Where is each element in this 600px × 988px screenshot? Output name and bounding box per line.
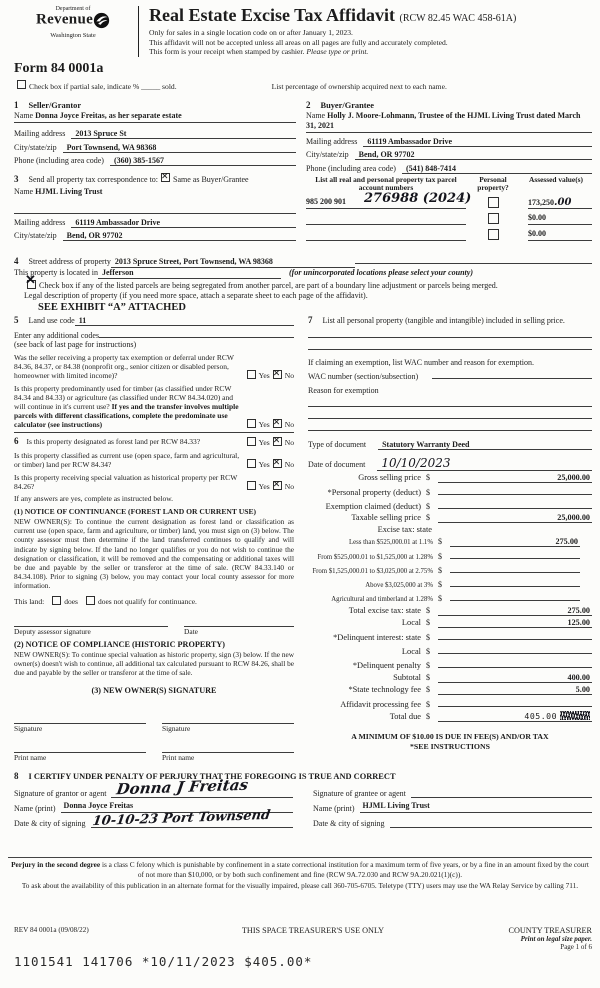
correspondence-name-label: Name	[14, 187, 34, 196]
buyer-name-value[interactable]: Holly J. Moore-Lohmann, Trustee of the HJML Living Trust dated March 31, 2021	[306, 111, 581, 130]
tax-row	[308, 549, 592, 561]
dollar-sign: $	[426, 513, 430, 523]
tax-row-label: *Personal property (deduct)	[327, 487, 421, 497]
tax-row-amount[interactable]	[450, 549, 580, 559]
correspondence-name-value[interactable]: HJML Living Trust	[35, 187, 103, 196]
grantee-date-label: Date & city of signing	[313, 819, 385, 828]
dollar-sign: $	[426, 617, 430, 627]
tax-row	[308, 711, 592, 722]
dollar-sign: $	[426, 502, 430, 512]
yes-no-group	[244, 437, 294, 447]
yes-label: Yes	[258, 420, 270, 429]
rev-number: REV 84 0001a (09/08/22)	[14, 926, 89, 934]
tax-row-label: Above $3,025,000 at 3%	[365, 582, 433, 590]
tax-row	[308, 685, 592, 695]
additional-codes-value[interactable]	[99, 328, 294, 338]
tax-row	[308, 618, 592, 628]
blank-line	[14, 202, 296, 214]
section-2-title: Buyer/Grantee	[320, 101, 374, 110]
tax-row-amount[interactable]: 5.00	[438, 685, 592, 695]
owner-signature-label-2: Signature	[162, 724, 191, 734]
yes-checkbox[interactable]	[247, 459, 256, 468]
seller-name-value[interactable]: Donna Joyce Freitas, as her separate estate	[35, 111, 182, 120]
buyer-name-label: Name	[306, 111, 326, 120]
reason-line-1[interactable]	[308, 395, 592, 407]
grantee-name-label: Name (print)	[313, 804, 355, 813]
notice-continuance-body: NEW OWNER(S): To continue the current designation as forest land or classification as current use (open space, farm and agriculture, or timber) land, you must sign on (3) below. The county assessor must then determine if the land transferred continues to qualify and will indicate by signing below. If the land no longer qualifies or you do not wish to continue the designation or classification, it will be removed and the compensating or additional taxes will be due and payable by the seller or transferor at the time of sale. (RCW 84.33.140 or 84.34.108). Prior to signing (3) below, you may contact your local county assessor for more information.	[14, 517, 294, 591]
tax-row-amount[interactable]	[438, 499, 592, 509]
personal-property-cell	[466, 213, 520, 225]
tax-row	[308, 525, 592, 534]
revenue-swirl-icon	[93, 12, 110, 31]
date-of-document-label: Date of document	[308, 459, 366, 469]
header-note-3-italic: Please type or print.	[306, 47, 369, 56]
buyer-phone-value[interactable]: (541) 848-7414	[402, 164, 592, 174]
dollar-sign: $	[426, 699, 430, 709]
same-as-buyer-checkbox[interactable]	[161, 173, 170, 182]
additional-codes-label: Enter any additional codes	[14, 331, 100, 340]
parcel-row	[306, 229, 592, 241]
located-in-note: (for unincorporated locations please select your county)	[288, 268, 473, 277]
no-checkbox[interactable]	[273, 370, 282, 379]
grantee-signature-label: Signature of grantee or agent	[313, 789, 406, 798]
parcel-header-personal: Personal property?	[477, 174, 509, 192]
tax-row-label: Subtotal	[393, 672, 421, 682]
question-row	[14, 473, 294, 491]
logo-text-state: Washington State	[50, 32, 96, 39]
certify-text: I CERTIFY UNDER PENALTY OF PERJURY THAT THE FOREGOING IS TRUE AND CORRECT	[28, 772, 396, 781]
correspondence-mailing-value[interactable]: 61119 Ambassador Drive	[71, 218, 296, 228]
tax-row-label: Total excise tax: state	[348, 605, 421, 615]
form-number: Form 84 0001a	[14, 60, 104, 76]
type-of-document-label: Type of document	[308, 439, 367, 449]
does-label: does	[64, 596, 78, 606]
question-text: Is this property classified as current use (open space, farm and agricultural, or timber) land per RCW 84.34?	[14, 451, 240, 469]
county-treasurer-text: COUNTY TREASURER	[508, 926, 592, 935]
personal-property-checkbox[interactable]	[488, 213, 499, 224]
dollar-sign: $	[438, 551, 442, 561]
tax-row	[308, 606, 592, 616]
tax-row-label: *Delinquent penalty	[352, 661, 421, 671]
perjury-notice	[8, 857, 592, 891]
dollar-sign: $	[426, 647, 430, 657]
seller-name-label: Name	[14, 111, 34, 120]
yes-checkbox[interactable]	[247, 370, 256, 379]
deputy-signature-label: Deputy assessor signature	[14, 626, 91, 636]
grantor-signature-value[interactable]: Donna J Freitas	[115, 775, 250, 799]
yes-checkbox[interactable]	[247, 481, 256, 490]
logo-text-revenue: Revenue	[35, 11, 94, 28]
notice-compliance-title: (2) NOTICE OF COMPLIANCE (HISTORIC PROPERTY)	[14, 639, 226, 649]
does-qualify-checkbox[interactable]	[52, 596, 61, 605]
exhibit-a-text: SEE EXHIBIT “A” ATTACHED	[38, 302, 186, 313]
question-text: Was the seller receiving a property tax exemption or deferral under RCW 84.36, 84.37, or 84.38 (nonprofit org., senior citizen or disabled person, homeowner with limited income)?	[14, 353, 234, 380]
section-8	[14, 771, 592, 828]
dor-logo	[14, 6, 132, 57]
street-address-value[interactable]: 2013 Spruce Street, Port Townsend, WA 98368	[111, 257, 356, 268]
question-text: Is this property receiving special valuation as historical property per RCW 84.26?	[14, 473, 238, 491]
tax-row-label: Total due	[389, 712, 421, 722]
tax-row-label: From $525,000.01 to $1,525,000 at 1.28%	[317, 553, 433, 561]
tax-row-amount[interactable]: 25,000.00	[438, 473, 592, 483]
yes-checkbox[interactable]	[247, 419, 256, 428]
section-2-number: 2	[306, 100, 311, 110]
tax-row-label: Local	[401, 647, 421, 657]
located-in-value[interactable]: Jefferson	[98, 268, 281, 279]
wac-number-value[interactable]	[432, 369, 592, 379]
section-1-title: Seller/Grantor	[28, 101, 82, 110]
minimum-fee-text: A MINIMUM OF $10.00 IS DUE IN FEE(S) AND/OR TAX	[351, 732, 549, 742]
tax-row	[308, 473, 592, 483]
question-text: Is this property predominantly used for timber (as classified under RCW 84.34 and 84.33) or agriculture (as classified under RCW 84.34.020) and will continue in it's current use? If yes and the transfer involves multiple parcels with different classifications, complete the predominate use calculator (see instructions)	[14, 384, 239, 429]
tax-row-label: Taxable selling price	[351, 513, 421, 523]
parcel-table	[306, 176, 592, 241]
owner-signature-line-1[interactable]	[14, 711, 146, 724]
no-label: No	[284, 482, 294, 491]
tax-row-amount[interactable]: 275.00	[438, 606, 592, 616]
section-8-number: 8	[14, 771, 19, 781]
exemption-note: If claiming an exemption, list WAC number and reason for exemption.	[308, 357, 535, 367]
if-any-answers-text: If any answers are yes, complete as instructed below.	[14, 494, 174, 503]
dollar-sign: $	[438, 536, 442, 546]
section-3-number: 3	[14, 174, 19, 184]
dollar-sign: $	[426, 672, 430, 682]
tax-row-amount[interactable]	[438, 485, 592, 495]
treasurer-use-text: THIS SPACE TREASURER'S USE ONLY	[241, 926, 385, 935]
deputy-date-line[interactable]	[184, 614, 294, 627]
landuse-label: Land use code	[28, 316, 75, 325]
tax-row	[308, 697, 592, 709]
tax-row-amount[interactable]: 275.00	[450, 537, 580, 547]
deputy-signature-line[interactable]	[14, 614, 168, 627]
treasurer-stamp: 1101541 141706 *10/11/2023 $405.00*	[14, 954, 313, 969]
grantor-date-value[interactable]: 10-10-23 Port Townsend	[90, 807, 271, 830]
yes-label: Yes	[258, 438, 270, 447]
same-as-buyer-label: Same as Buyer/Grantee	[173, 175, 249, 184]
tax-row-label: From $1,525,000.01 to $3,025,000 at 2.75%	[312, 568, 433, 575]
section-1-number: 1	[14, 100, 19, 110]
right-column	[308, 315, 592, 762]
no-label: No	[284, 438, 294, 447]
no-label: No	[284, 371, 294, 380]
parcel-number-field[interactable]	[306, 229, 466, 241]
tax-row	[308, 563, 592, 575]
reason-line-2[interactable]	[308, 407, 592, 419]
reason-line-3[interactable]	[308, 419, 592, 431]
yes-label: Yes	[258, 371, 270, 380]
dollar-sign: $	[438, 594, 442, 604]
reason-exemption-label: Reason for exemption	[308, 385, 379, 395]
personal-property-cell	[466, 229, 520, 241]
owner-signature-label-1: Signature	[14, 724, 43, 734]
owner-signature-line-2[interactable]	[162, 711, 294, 724]
located-in-label: This property is located in	[14, 268, 98, 277]
dollar-sign: $	[426, 632, 430, 642]
section-4-number: 4	[14, 256, 19, 266]
form-title-rcw: (RCW 82.45 WAC 458-61A)	[399, 13, 517, 24]
section-7-number: 7	[308, 315, 313, 325]
legal-size-note: Print on legal size paper.	[520, 935, 592, 943]
assessed-value-handwritten: .00	[554, 196, 572, 208]
question-text: 6 Is this property designated as forest land per RCW 84.33?	[14, 436, 201, 446]
tax-row-amount[interactable]	[450, 563, 580, 573]
logo-text-small: Department of	[55, 6, 91, 12]
grantee-signature-value[interactable]	[411, 786, 592, 798]
deputy-date-label: Date	[184, 626, 198, 636]
no-checkbox[interactable]	[273, 437, 282, 446]
personal-property-checkbox[interactable]	[488, 229, 499, 240]
tax-row	[308, 591, 592, 603]
personal-property-checkbox[interactable]	[488, 197, 499, 208]
owner-print-label-1: Print name	[14, 753, 47, 763]
tax-row-amount[interactable]: 25,000.00	[438, 513, 592, 523]
alternate-format-text: To ask about the availability of this publication in an alternate format for the visually impaired, please call 360-705-6705. Teletype (TTY) users may use the WA Relay Service by calling 711.	[21, 881, 579, 891]
dollar-sign: $	[426, 684, 430, 694]
does-not-qualify-checkbox[interactable]	[86, 596, 95, 605]
tax-row	[308, 644, 592, 656]
header-note-3: This form is your receipt when stamped by cashier.	[149, 47, 307, 56]
dollar-sign: $	[438, 580, 442, 590]
legal-description-label: Legal description of property (if you need more space, attach a separate sheet to each page of the affidavit).	[24, 291, 368, 300]
tax-row	[308, 513, 592, 523]
tax-row-amount[interactable]	[438, 711, 592, 722]
section-5-number: 5	[14, 315, 19, 325]
parcel-row	[306, 213, 592, 225]
tax-row	[308, 630, 592, 642]
dollar-sign: $	[426, 605, 430, 615]
does-not-label: does not qualify for continuance.	[97, 596, 197, 606]
ownership-note: List percentage of ownership acquired next to each name.	[271, 81, 447, 91]
partial-sale-label: Check box if partial sale, indicate % _____ sold.	[29, 81, 177, 91]
perjury-body: is a class C felony which is punishable by confinement in a state correctional institution for a maximum term of five years, or by a fine in an amount fixed by the court of not more than $10,000, or by both such confinement and fine (RCW 9A.72.030 and RCW 9A.20.021(1)(c)).	[100, 860, 589, 879]
header-note-2: This affidavit will not be accepted unless all areas on all pages are fully and accurately completed.	[149, 37, 448, 47]
question-text-bold: If yes and the transfer involves multiple parcels with different classifications, complete the predominate use calculator (see instructions)	[14, 402, 239, 429]
tax-row-amount[interactable]: 400.00	[438, 673, 592, 683]
landuse-value[interactable]: 11	[75, 316, 294, 326]
header	[14, 6, 592, 91]
no-label: No	[284, 420, 294, 429]
question-row	[14, 384, 294, 429]
tax-row-label: Less than $525,000.01 at 1.1%	[348, 538, 433, 546]
dollar-sign: $	[426, 712, 430, 722]
buyer-city-label: City/state/zip	[306, 150, 349, 159]
total-due-stamp: 405.00	[524, 711, 557, 722]
tax-row-label: Local	[401, 617, 421, 627]
tax-row	[308, 658, 592, 670]
no-checkbox[interactable]	[273, 419, 282, 428]
partial-sale-checkbox[interactable]	[17, 80, 26, 89]
tax-row-amount[interactable]	[438, 697, 592, 707]
parcel-row	[306, 190, 592, 209]
tax-row-label: Affidavit processing fee	[340, 699, 421, 709]
grantee-name-value[interactable]: HJML Living Trust	[360, 801, 592, 813]
section-3-text: Send all property tax correspondence to:	[28, 175, 159, 184]
left-column	[14, 315, 294, 762]
seller-phone-value[interactable]: (360) 385-1567	[110, 156, 296, 166]
owner-print-label-2: Print name	[162, 753, 195, 763]
yes-no-group	[244, 459, 294, 469]
no-checkbox[interactable]	[273, 481, 282, 490]
grantor-name-label: Name (print)	[14, 804, 56, 813]
dollar-sign: $	[426, 661, 430, 671]
parcel-header-accounts: List all real and personal property tax parcel account numbers	[315, 174, 457, 192]
assessed-value-field[interactable]: $0.00	[528, 229, 592, 241]
question-row	[14, 353, 294, 380]
tax-row-label: Agricultural and timberland at 1.28%	[331, 596, 433, 604]
parcel-number-field[interactable]: 985 200 901 276988 (2024)	[306, 197, 466, 209]
dollar-sign: $	[426, 487, 430, 497]
tax-row-amount[interactable]	[450, 591, 580, 601]
tax-row-amount[interactable]	[438, 644, 592, 654]
tax-row	[308, 577, 592, 589]
personal-property-line-1[interactable]	[308, 326, 592, 338]
seller-phone-label: Phone (including area code)	[14, 156, 104, 165]
perjury-lead: Perjury in the second degree	[11, 860, 101, 869]
owner-print-line-1[interactable]	[14, 740, 146, 753]
footer	[14, 926, 592, 969]
tax-row	[308, 537, 592, 547]
buyer-section	[306, 100, 592, 241]
this-land-label: This land:	[14, 596, 45, 606]
question-row	[14, 451, 294, 469]
buyer-phone-label: Phone (including area code)	[306, 163, 396, 173]
tax-row-label: *Delinquent interest: state	[333, 632, 421, 642]
grantor-signature-label: Signature of grantor or agent	[14, 789, 107, 798]
tax-row	[308, 499, 592, 511]
segregated-text: Check box if any of the listed parcels are being segregated from another parcel, are part of a boundary line adjustment or parcels being merged.	[39, 281, 498, 290]
header-note-1: Only for sales in a single location code on or after January 1, 2023.	[149, 28, 353, 37]
assessed-value-field[interactable]: 173,250.00	[528, 197, 592, 209]
yes-checkbox[interactable]	[247, 437, 256, 446]
scribbled-out-amount	[560, 711, 590, 720]
no-checkbox[interactable]	[273, 459, 282, 468]
notice-continuance-title: (1) NOTICE OF CONTINUANCE (FOREST LAND OR CURRENT USE)	[14, 507, 257, 516]
codes-note: (see back of last page for instructions)	[14, 340, 137, 349]
seller-mailing-label: Mailing address	[14, 129, 66, 138]
grantee-date-value[interactable]	[390, 816, 592, 828]
tax-row-label: *State technology fee	[348, 684, 421, 694]
personal-property-cell	[466, 197, 520, 209]
personal-property-line-2[interactable]	[308, 338, 592, 350]
wac-number-label: WAC number (section/subsection)	[308, 371, 419, 381]
grantor-name-value[interactable]: Donna Joyce Freitas	[61, 801, 293, 813]
dollar-sign: $	[426, 472, 430, 482]
yes-label: Yes	[258, 460, 270, 469]
section-4	[14, 256, 592, 313]
type-of-document-value[interactable]: Statutory Warranty Deed	[378, 440, 592, 450]
correspondence-mailing-label: Mailing address	[14, 217, 66, 227]
buyer-city-value[interactable]: Bend, OR 97702	[355, 150, 592, 160]
seller-city-label: City/state/zip	[14, 142, 57, 152]
buyer-mailing-value[interactable]: 61119 Ambassador Drive	[363, 137, 592, 147]
buyer-mailing-label: Mailing address	[306, 136, 358, 146]
question-row	[14, 437, 294, 447]
parcel-number-handwritten: 276988 (2024)	[364, 190, 472, 206]
street-address-label: Street address of property	[28, 257, 111, 266]
yes-no-group	[244, 481, 294, 491]
tax-row-label: Excise tax: state	[377, 525, 432, 535]
seller-section	[14, 100, 296, 241]
assessed-value-field[interactable]: $0.00	[528, 213, 592, 225]
yes-label: Yes	[258, 482, 270, 491]
no-label: No	[284, 460, 294, 469]
segregated-checkbox[interactable]	[27, 280, 36, 289]
date-of-document-value[interactable]: 10/10/2023	[377, 456, 592, 471]
parcel-number-field[interactable]	[306, 213, 466, 225]
new-owners-signature-title: (3) NEW OWNER(S) SIGNATURE	[91, 686, 217, 696]
see-instructions-text: *SEE INSTRUCTIONS	[410, 742, 490, 752]
tax-row-label: Exemption claimed (deduct)	[325, 502, 421, 512]
tax-row-amount[interactable]: 125.00	[438, 618, 592, 628]
seller-mailing-value[interactable]: 2013 Spruce St	[71, 129, 296, 139]
section-6-number: 6	[14, 436, 19, 446]
tax-row	[308, 673, 592, 683]
tax-row	[308, 485, 592, 497]
seller-city-value[interactable]: Port Townsend, WA 98368	[63, 143, 296, 153]
yes-no-group	[244, 370, 294, 380]
correspondence-city-value[interactable]: Bend, OR 97702	[63, 231, 296, 241]
notice-compliance-body: NEW OWNER(S): To continue special valuation as historic property, sign (3) below. If the new owner(s) doesn't wish to continue, all additional tax calculated pursuant to RCW 84.26, shall be due and payable by the seller or transferor at the time of sale.	[14, 649, 294, 678]
grantor-date-label: Date & city of signing	[14, 819, 86, 828]
tax-row-label: Gross selling price	[358, 472, 421, 482]
yes-no-group	[244, 419, 294, 429]
page-number: Page 1 of 6	[560, 943, 592, 951]
owner-print-line-2[interactable]	[162, 740, 294, 753]
correspondence-city-label: City/state/zip	[14, 231, 57, 240]
tax-row-amount[interactable]	[438, 658, 592, 668]
parcel-header-assessed: Assessed value(s)	[529, 174, 583, 184]
tax-row-amount[interactable]	[450, 577, 580, 587]
section-7-text: List all personal property (tangible and intangible) included in selling price.	[322, 316, 565, 325]
form-title: Real Estate Excise Tax Affidavit	[149, 5, 395, 25]
dollar-sign: $	[438, 566, 442, 575]
tax-row-amount[interactable]	[438, 630, 592, 640]
